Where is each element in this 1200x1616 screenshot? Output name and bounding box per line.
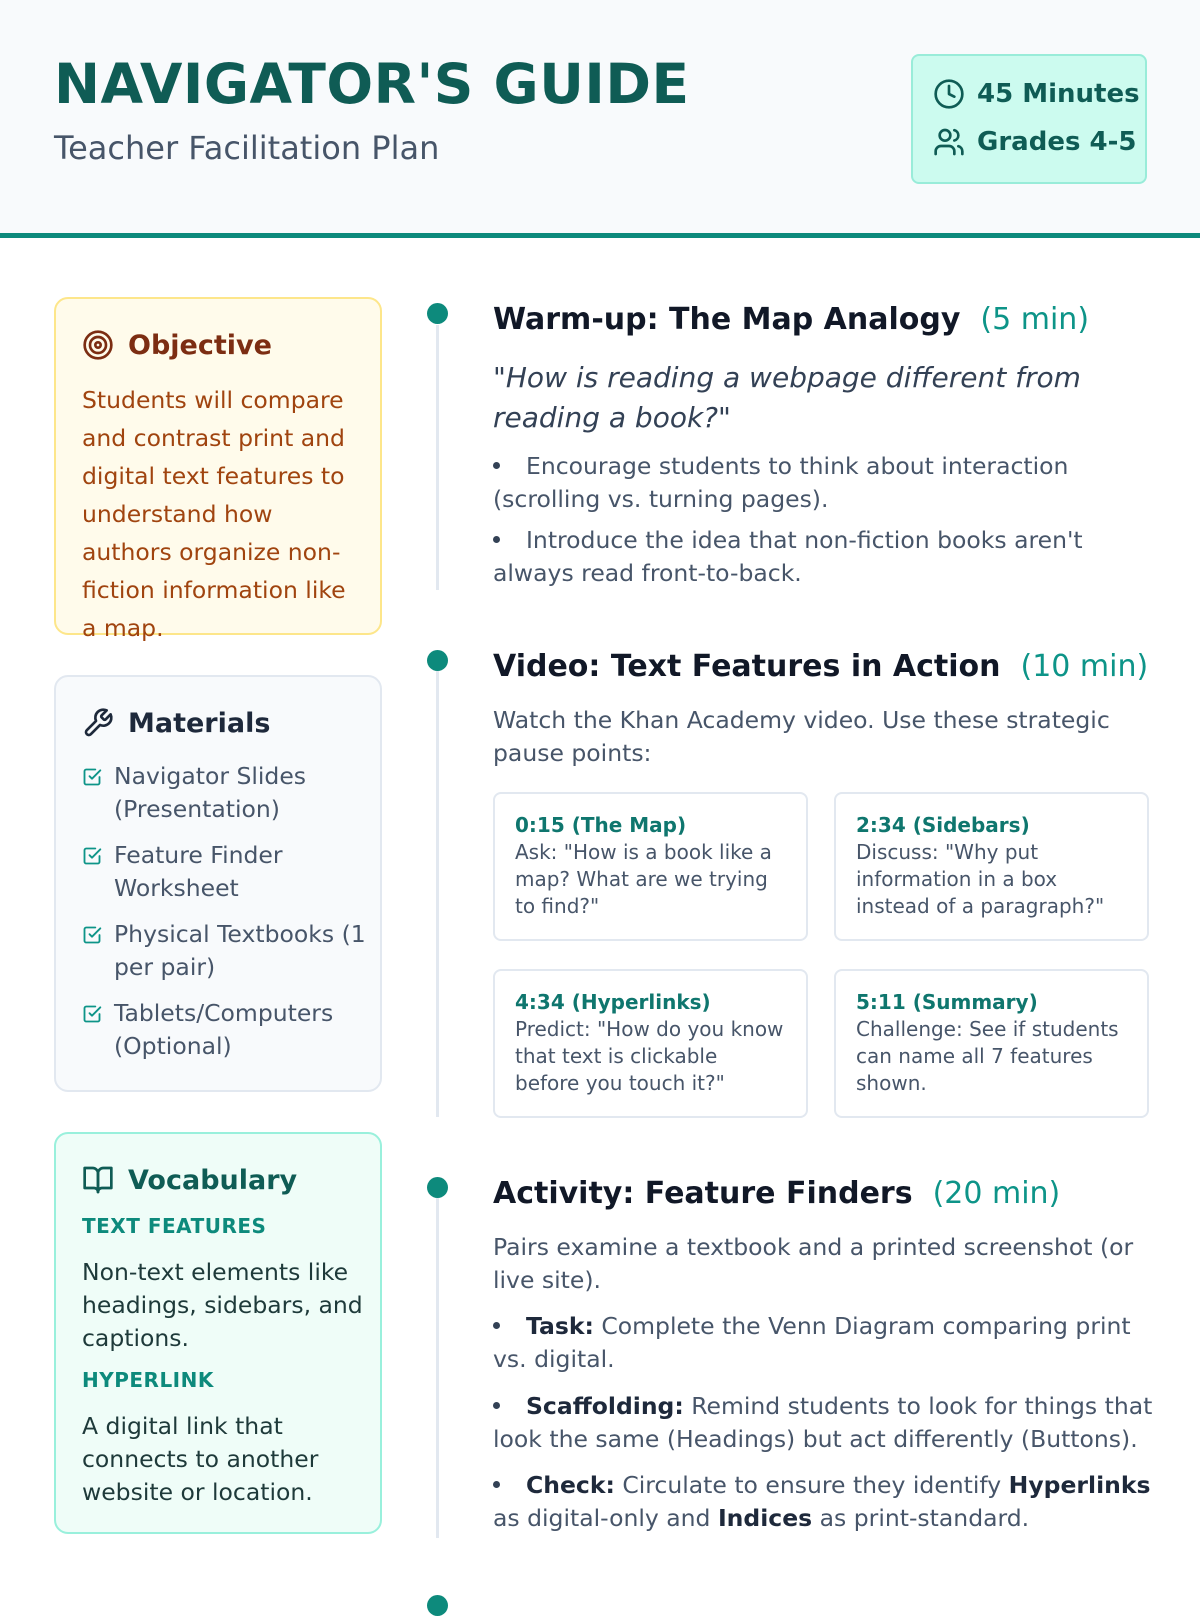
material-item: Navigator Slides (Presentation) [82,760,372,826]
activity-intro: Pairs examine a textbook and a printed screenshot (or live site). [493,1233,1134,1294]
pause-point-text: Discuss: "Why put information in a box instead of a paragraph?" [856,840,1105,918]
pause-point-time: 5:11 (Summary) [856,990,1038,1014]
materials-title: Materials [128,707,271,739]
video-title: Video: Text Features in Action [493,649,1001,684]
timeline-line [436,325,439,590]
activity-bullet-scaffolding: Scaffolding: Remind students to look for things that look the same (Headings) but act differently (Buttons). [493,1392,1153,1453]
pause-point-card [834,792,1149,941]
objective-title: Objective [128,329,272,361]
duration-row [933,78,1140,110]
vocabulary-card [54,1132,382,1534]
page-subtitle: Teacher Facilitation Plan [54,129,440,167]
objective-card [54,297,382,642]
checkbox-icon [82,1004,102,1024]
activity-heading [493,1176,1060,1211]
warmup-title: Warm-up: The Map Analogy [493,302,961,337]
bullet-dot [493,1322,500,1329]
bullet-dot [493,1481,500,1488]
materials-card [54,675,382,1092]
pause-point-card [834,969,1149,1118]
vocab-definition: A digital link that connects to another website or location. [82,1412,319,1506]
bullet-dot [493,1402,500,1409]
lesson-meta-box [911,54,1147,184]
bullet-dot [493,462,500,469]
checkbox-icon [82,846,102,866]
pause-point-time: 0:15 (The Map) [515,813,687,837]
activity-bullet-task: Task: Complete the Venn Diagram comparing print vs. digital. [493,1312,1131,1373]
clock-icon [933,78,965,110]
objective-heading [82,329,272,361]
pause-point-text: Challenge: See if students can name all 7 features shown. [856,1017,1119,1095]
pause-point-time: 4:34 (Hyperlinks) [515,990,711,1014]
open-book-icon [82,1164,114,1196]
material-item: Physical Textbooks (1 per pair) [82,918,372,984]
activity-bullet-check: Check: Circulate to ensure they identify Hyperlinks as digital-only and Indices as print-standard. [493,1471,1151,1532]
warmup-bullet: Encourage students to think about interaction (scrolling vs. turning pages). [493,452,1069,513]
warmup-bullet: Introduce the idea that non-fiction books aren't always read front-to-back. [493,526,1083,587]
vocab-definition: Non-text elements like headings, sidebars, and captions. [82,1258,363,1352]
vocab-term: HYPERLINK [82,1368,214,1392]
target-icon [82,329,114,361]
timeline-dot [427,1595,448,1616]
warmup-heading [493,302,1089,337]
users-icon [933,126,965,158]
bullet-dot [493,536,500,543]
checkbox-icon [82,925,102,945]
warmup-quote: "How is reading a webpage different from reading a book?" [493,361,1081,434]
grades-label: Grades 4-5 [977,127,1137,157]
wrench-icon [82,707,114,739]
video-intro: Watch the Khan Academy video. Use these strategic pause points: [493,706,1110,767]
pause-point-time: 2:34 (Sidebars) [856,813,1030,837]
grades-row [933,126,1136,158]
pause-point-text: Predict: "How do you know that text is clickable before you touch it?" [515,1017,784,1095]
page-header [0,0,1200,238]
vocabulary-heading [82,1164,297,1196]
duration-label: 45 Minutes [977,79,1140,109]
material-item: Tablets/Computers (Optional) [82,997,372,1063]
pause-point-card [493,969,808,1118]
vocab-term: TEXT FEATURES [82,1214,267,1238]
timeline-line [436,1198,439,1538]
checkbox-icon [82,767,102,787]
material-item: Feature Finder Worksheet [82,839,372,905]
materials-heading [82,707,270,739]
pause-point-card [493,792,808,941]
pause-point-text: Ask: "How is a book like a map? What are we trying to find?" [515,840,772,918]
video-heading [493,649,1148,684]
page-title: NAVIGATOR'S GUIDE [54,52,690,116]
activity-duration: (20 min) [932,1176,1061,1211]
video-duration: (10 min) [1020,649,1149,684]
timeline-line [436,670,439,1117]
activity-title: Activity: Feature Finders [493,1176,913,1211]
vocabulary-title: Vocabulary [128,1164,298,1196]
timeline-dot [427,303,448,324]
objective-text: Students will compare and contrast print and digital text features to understand how authors organize non-fiction information like a map. [82,386,346,642]
timeline-dot [427,1177,448,1198]
timeline-dot [427,650,448,671]
warmup-duration: (5 min) [980,302,1090,337]
